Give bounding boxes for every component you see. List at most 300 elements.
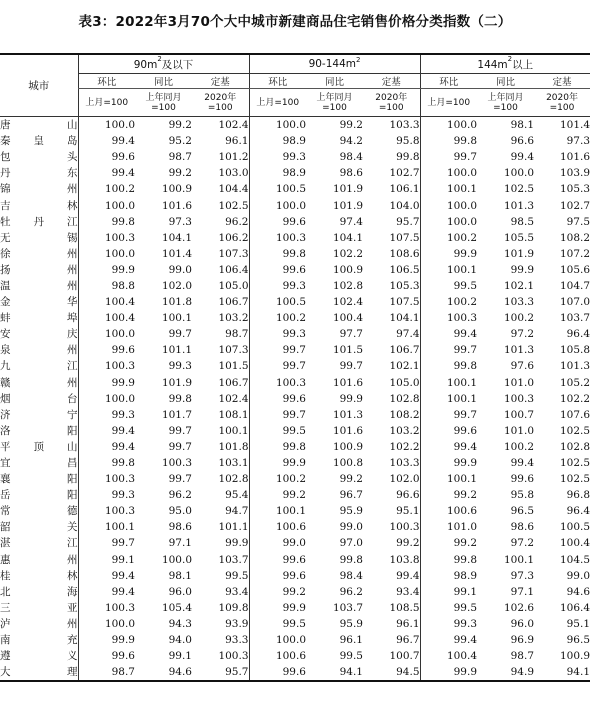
index-value: 99.0 <box>566 569 590 582</box>
index-value: 102.2 <box>559 392 590 405</box>
index-value: 100.2 <box>249 471 306 487</box>
index-value: 99.6 <box>420 423 477 439</box>
index-value: 103.1 <box>218 457 249 470</box>
table-row <box>0 407 590 423</box>
index-value: 103.2 <box>218 312 249 325</box>
index-value: 97.4 <box>339 215 363 228</box>
index-value: 99.4 <box>420 632 477 648</box>
table-row <box>0 149 590 165</box>
unit-mom: 上月=100 <box>78 89 135 117</box>
index-value: 93.9 <box>225 617 249 630</box>
city-name: 常德 <box>0 505 78 518</box>
index-value: 99.5 <box>225 569 249 582</box>
index-value: 99.8 <box>396 151 420 164</box>
index-value: 101.4 <box>161 247 192 260</box>
index-value: 99.5 <box>249 616 306 632</box>
city-name: 金华 <box>0 296 78 309</box>
index-value: 99.6 <box>249 262 306 278</box>
index-value: 99.6 <box>78 149 135 165</box>
index-value: 100.0 <box>249 117 306 134</box>
index-value: 94.1 <box>306 664 363 681</box>
index-value: 107.5 <box>389 231 420 244</box>
index-value: 104.1 <box>332 231 363 244</box>
index-value: 107.2 <box>559 247 590 260</box>
index-value: 100.1 <box>420 262 477 278</box>
index-value: 106.1 <box>389 183 420 196</box>
index-value: 96.5 <box>510 505 535 518</box>
index-value: 100.3 <box>78 471 135 487</box>
index-value: 100.3 <box>218 650 249 663</box>
index-value: 99.7 <box>249 358 306 374</box>
index-value: 100.1 <box>249 503 306 519</box>
index-value: 99.9 <box>420 455 477 471</box>
index-value: 93.3 <box>225 634 249 647</box>
index-value: 100.9 <box>559 650 590 663</box>
index-value: 99.3 <box>249 278 306 294</box>
subheader-base: 定基 <box>534 74 590 89</box>
index-value: 99.5 <box>420 600 477 616</box>
index-value: 99.6 <box>78 648 135 664</box>
index-value: 107.3 <box>218 247 249 260</box>
index-value: 99.9 <box>78 632 135 648</box>
unit-yoy: 上年同月=100 <box>135 89 192 117</box>
index-value: 99.3 <box>420 616 477 632</box>
city-name: 赣州 <box>0 376 78 389</box>
table-row <box>0 552 590 568</box>
table-row <box>0 632 590 648</box>
index-value: 93.4 <box>396 585 420 598</box>
index-value: 100.3 <box>389 521 420 534</box>
table-row <box>0 230 590 246</box>
index-value: 96.7 <box>339 489 363 502</box>
index-value: 96.7 <box>396 634 420 647</box>
index-value: 100.6 <box>249 519 306 535</box>
table-row <box>0 375 590 391</box>
city-name: 九江 <box>0 360 78 373</box>
index-value: 100.4 <box>559 537 590 550</box>
index-value: 100.4 <box>332 312 363 325</box>
unit-mom: 上月=100 <box>249 89 306 117</box>
index-value: 97.3 <box>168 215 192 228</box>
index-value: 100.8 <box>332 457 363 470</box>
index-value: 99.1 <box>168 650 192 663</box>
index-value: 99.7 <box>249 342 306 358</box>
index-value: 102.2 <box>332 247 363 260</box>
index-value: 108.2 <box>389 408 420 421</box>
index-value: 109.8 <box>218 601 249 614</box>
table-row <box>0 519 590 535</box>
index-value: 100.2 <box>78 181 135 197</box>
index-value: 99.9 <box>78 375 135 391</box>
city-name: 锦州 <box>0 183 78 196</box>
index-value: 99.8 <box>78 214 135 230</box>
index-value: 95.2 <box>168 135 192 148</box>
index-value: 100.2 <box>503 312 535 325</box>
table-row <box>0 600 590 616</box>
index-value: 98.7 <box>225 328 249 341</box>
city-name: 徐州 <box>0 247 78 260</box>
index-value: 101.5 <box>332 344 363 357</box>
index-value: 108.1 <box>218 408 249 421</box>
index-value: 101.3 <box>559 360 590 373</box>
index-value: 99.8 <box>339 553 363 566</box>
index-value: 100.1 <box>420 181 477 197</box>
index-value: 99.6 <box>249 568 306 584</box>
index-value: 100.0 <box>249 632 306 648</box>
index-value: 99.7 <box>78 535 135 551</box>
index-value: 100.3 <box>161 457 192 470</box>
index-value: 105.5 <box>503 231 535 244</box>
table-row <box>0 246 590 262</box>
index-value: 101.9 <box>332 199 363 212</box>
index-value: 99.2 <box>168 119 192 132</box>
index-value: 105.4 <box>161 601 192 614</box>
index-value: 102.8 <box>218 473 249 486</box>
index-value: 100.6 <box>249 648 306 664</box>
index-value: 107.6 <box>559 408 590 421</box>
index-value: 100.2 <box>503 440 535 453</box>
index-value: 98.9 <box>249 133 306 149</box>
index-value: 102.1 <box>389 360 420 373</box>
index-value: 100.0 <box>78 616 135 632</box>
index-value: 104.1 <box>389 312 420 325</box>
index-value: 106.5 <box>389 263 420 276</box>
index-value: 106.2 <box>218 231 249 244</box>
index-value: 101.3 <box>503 344 535 357</box>
index-value: 99.1 <box>78 552 135 568</box>
index-value: 99.6 <box>249 391 306 407</box>
index-value: 99.8 <box>249 246 306 262</box>
index-value: 96.8 <box>566 489 590 502</box>
city-name: 安庆 <box>0 328 78 341</box>
index-value: 98.8 <box>78 278 135 294</box>
index-value: 106.4 <box>559 601 590 614</box>
table-row <box>0 117 590 134</box>
index-value: 102.4 <box>332 296 363 309</box>
index-value: 97.2 <box>510 328 535 341</box>
index-value: 101.2 <box>218 151 249 164</box>
index-value: 100.0 <box>78 117 135 134</box>
index-value: 100.4 <box>420 648 477 664</box>
group-header-90-below: $90m^2$及以下 <box>78 54 249 74</box>
city-name: 大理 <box>0 664 78 681</box>
index-value: 98.6 <box>168 521 192 534</box>
index-value: 99.4 <box>78 423 135 439</box>
city-name: 襄阳 <box>0 473 78 486</box>
index-value: 100.1 <box>218 424 249 437</box>
index-value: 99.4 <box>510 457 535 470</box>
index-value: 101.3 <box>503 199 535 212</box>
subheader-mom: 环比 <box>420 74 477 89</box>
index-value: 100.5 <box>559 521 590 534</box>
table-row <box>0 535 590 551</box>
index-value: 102.4 <box>218 119 249 132</box>
index-value: 104.7 <box>559 279 590 292</box>
unit-yoy: 上年同月=100 <box>477 89 534 117</box>
index-value: 99.7 <box>420 407 477 423</box>
index-value: 99.6 <box>249 664 306 681</box>
index-value: 99.3 <box>78 407 135 423</box>
index-value: 99.2 <box>339 473 363 486</box>
index-value: 95.7 <box>192 664 249 681</box>
index-value: 104.0 <box>389 199 420 212</box>
subheader-yoy: 同比 <box>477 74 534 89</box>
index-value: 99.2 <box>420 535 477 551</box>
index-value: 99.9 <box>249 455 306 471</box>
index-value: 102.5 <box>218 199 249 212</box>
index-value: 99.7 <box>339 360 363 373</box>
index-value: 99.7 <box>168 424 192 437</box>
index-value: 102.5 <box>559 473 590 486</box>
index-value: 96.1 <box>225 135 249 148</box>
index-value: 99.9 <box>225 537 249 550</box>
index-value: 105.0 <box>218 279 249 292</box>
index-value: 103.3 <box>389 457 420 470</box>
index-value: 99.4 <box>78 165 135 181</box>
index-value: 101.9 <box>503 247 535 260</box>
index-value: 100.0 <box>420 117 477 134</box>
index-value: 108.6 <box>389 247 420 260</box>
index-value: 102.5 <box>559 424 590 437</box>
city-name: 牡丹江 <box>0 215 78 228</box>
table-row <box>0 165 590 181</box>
city-name: 宜昌 <box>0 457 78 470</box>
index-value: 98.5 <box>510 215 535 228</box>
index-value: 100.3 <box>420 310 477 326</box>
index-value: 100.5 <box>249 294 306 310</box>
index-value: 99.8 <box>420 358 477 374</box>
index-value: 102.4 <box>218 392 249 405</box>
city-name: 岳阳 <box>0 489 78 502</box>
index-value: 102.6 <box>503 601 535 614</box>
unit-mom: 上月=100 <box>420 89 477 117</box>
city-name: 桂林 <box>0 569 78 582</box>
index-value: 99.5 <box>249 423 306 439</box>
city-name: 唐山 <box>0 119 78 132</box>
index-value: 100.3 <box>249 230 306 246</box>
index-value: 100.1 <box>420 471 477 487</box>
index-value: 96.2 <box>339 585 363 598</box>
index-value: 99.4 <box>78 133 135 149</box>
index-value: 99.8 <box>78 455 135 471</box>
index-value: 100.3 <box>249 375 306 391</box>
index-value: 96.1 <box>396 617 420 630</box>
index-value: 99.8 <box>249 439 306 455</box>
index-value: 102.0 <box>161 279 192 292</box>
index-value: 94.7 <box>225 505 249 518</box>
index-value: 101.0 <box>503 376 535 389</box>
index-value: 96.6 <box>396 489 420 502</box>
subheader-yoy: 同比 <box>135 74 192 89</box>
index-value: 101.5 <box>218 360 249 373</box>
index-value: 101.9 <box>161 376 192 389</box>
city-name: 三亚 <box>0 601 78 614</box>
city-name: 蚌埠 <box>0 312 78 325</box>
index-value: 105.6 <box>559 263 590 276</box>
index-value: 101.1 <box>218 521 249 534</box>
city-name: 吉林 <box>0 199 78 212</box>
index-value: 100.2 <box>249 310 306 326</box>
table-row <box>0 214 590 230</box>
index-value: 96.9 <box>510 634 535 647</box>
table-row <box>0 423 590 439</box>
subheader-yoy: 同比 <box>306 74 363 89</box>
table-row <box>0 648 590 664</box>
subheader-mom: 环比 <box>249 74 306 89</box>
city-name: 济宁 <box>0 408 78 421</box>
index-value: 101.4 <box>559 119 590 132</box>
index-value: 97.0 <box>339 537 363 550</box>
index-value: 96.4 <box>566 505 590 518</box>
index-value: 98.6 <box>510 521 535 534</box>
table-row <box>0 262 590 278</box>
table-title: 表3：2022年3月70个大中城市新建商品住宅销售价格分类指数（二） <box>78 14 512 30</box>
index-value: 94.9 <box>477 664 534 681</box>
index-value: 99.6 <box>510 473 535 486</box>
index-value: 95.8 <box>510 489 535 502</box>
index-value: 100.0 <box>249 197 306 213</box>
index-value: 103.8 <box>389 553 420 566</box>
unit-yoy: 上年同月=100 <box>306 89 363 117</box>
index-value: 97.6 <box>510 360 535 373</box>
index-value: 101.1 <box>161 344 192 357</box>
index-value: 102.5 <box>503 183 535 196</box>
index-value: 97.5 <box>566 215 590 228</box>
city-name: 丹东 <box>0 167 78 180</box>
table-row <box>0 181 590 197</box>
index-value: 99.8 <box>420 552 477 568</box>
index-value: 96.2 <box>168 489 192 502</box>
table-row <box>0 471 590 487</box>
city-name: 洛阳 <box>0 424 78 437</box>
index-value: 100.9 <box>161 183 192 196</box>
index-value: 98.9 <box>249 165 306 181</box>
index-value: 107.5 <box>389 296 420 309</box>
index-value: 103.7 <box>559 312 590 325</box>
index-value: 99.5 <box>420 278 477 294</box>
index-value: 99.4 <box>420 439 477 455</box>
index-value: 100.3 <box>503 392 535 405</box>
index-value: 99.9 <box>510 263 535 276</box>
index-value: 106.7 <box>218 296 249 309</box>
index-value: 95.9 <box>339 617 363 630</box>
index-value: 100.5 <box>249 181 306 197</box>
index-value: 99.7 <box>168 328 192 341</box>
index-value: 106.4 <box>218 263 249 276</box>
index-value: 99.3 <box>78 487 135 503</box>
index-value: 102.7 <box>389 167 420 180</box>
index-value: 101.0 <box>420 519 477 535</box>
index-value: 99.7 <box>420 149 477 165</box>
index-value: 100.0 <box>420 197 477 213</box>
city-name: 包头 <box>0 151 78 164</box>
index-value: 99.0 <box>249 535 306 551</box>
table-row <box>0 584 590 600</box>
index-value: 101.6 <box>332 376 363 389</box>
index-value: 99.4 <box>396 569 420 582</box>
index-value: 100.3 <box>78 230 135 246</box>
index-value: 100.3 <box>78 503 135 519</box>
index-value: 96.1 <box>339 634 363 647</box>
index-value: 100.3 <box>78 600 135 616</box>
index-value: 99.4 <box>510 151 535 164</box>
city-name: 泸州 <box>0 617 78 630</box>
unit-base: 2020年=100 <box>192 89 249 117</box>
index-value: 98.4 <box>339 569 363 582</box>
index-value: 99.4 <box>420 326 477 342</box>
index-value: 98.9 <box>420 568 477 584</box>
index-value: 100.7 <box>389 650 420 663</box>
index-value: 106.7 <box>389 344 420 357</box>
table-row <box>0 439 590 455</box>
index-value: 102.0 <box>389 473 420 486</box>
table-row <box>0 568 590 584</box>
index-value: 96.2 <box>225 215 249 228</box>
table-row <box>0 487 590 503</box>
index-value: 99.6 <box>249 214 306 230</box>
city-name: 泉州 <box>0 344 78 357</box>
index-value: 102.7 <box>559 199 590 212</box>
index-value: 97.1 <box>510 585 535 598</box>
table-row <box>0 278 590 294</box>
index-value: 100.2 <box>420 294 477 310</box>
index-value: 100.3 <box>78 358 135 374</box>
index-value: 94.2 <box>339 135 363 148</box>
index-value: 105.2 <box>559 376 590 389</box>
group-header-144-above: $144m^2$以上 <box>420 54 590 74</box>
index-value: 99.0 <box>339 521 363 534</box>
index-value: 103.3 <box>503 296 535 309</box>
table-row <box>0 664 590 681</box>
index-value: 99.7 <box>420 342 477 358</box>
city-name: 韶关 <box>0 521 78 534</box>
index-value: 95.7 <box>396 215 420 228</box>
index-value: 100.1 <box>503 553 535 566</box>
index-value: 99.4 <box>78 584 135 600</box>
index-value: 102.2 <box>389 440 420 453</box>
index-value: 95.8 <box>396 135 420 148</box>
table-row <box>0 294 590 310</box>
table-row <box>0 391 590 407</box>
index-value: 100.1 <box>420 375 477 391</box>
index-value: 103.9 <box>559 167 590 180</box>
index-value: 99.8 <box>420 133 477 149</box>
index-value: 99.4 <box>78 439 135 455</box>
index-value: 100.2 <box>420 230 477 246</box>
index-value: 99.0 <box>168 263 192 276</box>
table-row <box>0 197 590 213</box>
index-value: 101.9 <box>332 183 363 196</box>
index-value: 93.4 <box>225 585 249 598</box>
index-value: 97.3 <box>566 135 590 148</box>
table-row <box>0 342 590 358</box>
index-value: 106.7 <box>218 376 249 389</box>
index-value: 101.0 <box>503 424 535 437</box>
city-name: 秦皇岛 <box>0 135 78 148</box>
index-value: 99.6 <box>249 552 306 568</box>
index-value: 99.7 <box>249 407 306 423</box>
index-value: 102.1 <box>503 279 535 292</box>
index-value: 100.0 <box>78 391 135 407</box>
index-value: 100.6 <box>420 503 477 519</box>
index-value: 94.6 <box>135 664 192 681</box>
index-value: 107.3 <box>218 344 249 357</box>
index-value: 98.6 <box>339 167 363 180</box>
index-value: 102.5 <box>559 457 590 470</box>
index-value: 101.3 <box>332 408 363 421</box>
city-name: 扬州 <box>0 263 78 276</box>
index-value: 100.0 <box>78 326 135 342</box>
